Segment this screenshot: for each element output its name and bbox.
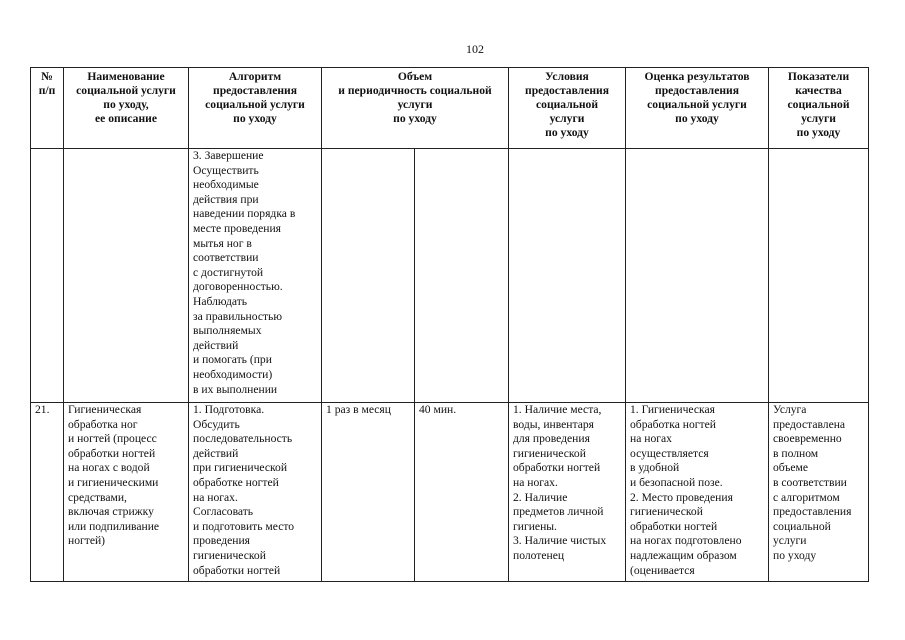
- header-service-name: Наименование социальной услуги по уходу, ее описание: [64, 68, 189, 149]
- cell-periodicity: [322, 149, 415, 402]
- cell-volume-periodicity: [322, 403, 509, 582]
- table-header-row: [31, 68, 869, 149]
- header-evaluation: Оценка результатов предоставления социальной услуги по уходу: [626, 68, 769, 149]
- cell-number: [31, 149, 64, 403]
- cell-number: 21.: [31, 403, 64, 582]
- header-quality: Показатели качества социальной услуги по уходу: [769, 68, 869, 149]
- cell-volume: [415, 149, 508, 402]
- cell-conditions: 1. Наличие места, воды, инвентаря для проведения гигиенической обработки ногтей на ногах. 2. Наличие предметов личной гигиены. 3. Наличие чистых полотенец: [509, 403, 626, 582]
- header-conditions: Условия предоставления социальной услуги по уходу: [509, 68, 626, 149]
- header-volume-periodicity: Объем и периодичность социальной услуги по уходу: [322, 68, 509, 149]
- cell-conditions: [509, 149, 626, 403]
- cell-name: [64, 149, 189, 403]
- cell-evaluation: 1. Гигиеническая обработка ногтей на ногах осуществляется в удобной и безопасной позе. 2. Место проведения гигиенической обработки ногтей на ногах подготовлено надлежащим образом (оценивается: [626, 403, 769, 582]
- cell-name: Гигиеническая обработка ног и ногтей (процесс обработки ногтей на ногах с водой и гигиеническими средствами, включая стрижку или подпиливание ногтей): [64, 403, 189, 582]
- cell-algorithm: 3. Завершение Осуществить необходимые действия при наведении порядка в месте проведения мытья ног в соответствии с достигнутой договоренностью. Наблюдать за правильностью выполняемых действий и помогать (при необходимости) в их выполнении: [189, 149, 322, 403]
- cell-volume-periodicity: [322, 149, 509, 403]
- cell-quality: [769, 149, 869, 403]
- cell-quality: Услуга предоставлена своевременно в полном объеме в соответствии с алгоритмом предоставления социальной услуги по уходу: [769, 403, 869, 582]
- cell-periodicity: 1 раз в месяц: [322, 403, 415, 581]
- table-row-continuation: [31, 149, 869, 403]
- header-number: № п/п: [31, 68, 64, 149]
- page-number: 102: [466, 42, 484, 56]
- cell-evaluation: [626, 149, 769, 403]
- cell-volume: 40 мин.: [419, 403, 457, 416]
- header-algorithm: Алгоритм предоставления социальной услуги по уходу: [189, 68, 322, 149]
- social-services-table: [30, 67, 869, 582]
- table-row-21: [31, 403, 869, 582]
- cell-algorithm: 1. Подготовка. Обсудить последовательность действий при гигиенической обработке ногтей на ногах. Согласовать и подготовить место проведения гигиенической обработки ногтей: [189, 403, 322, 582]
